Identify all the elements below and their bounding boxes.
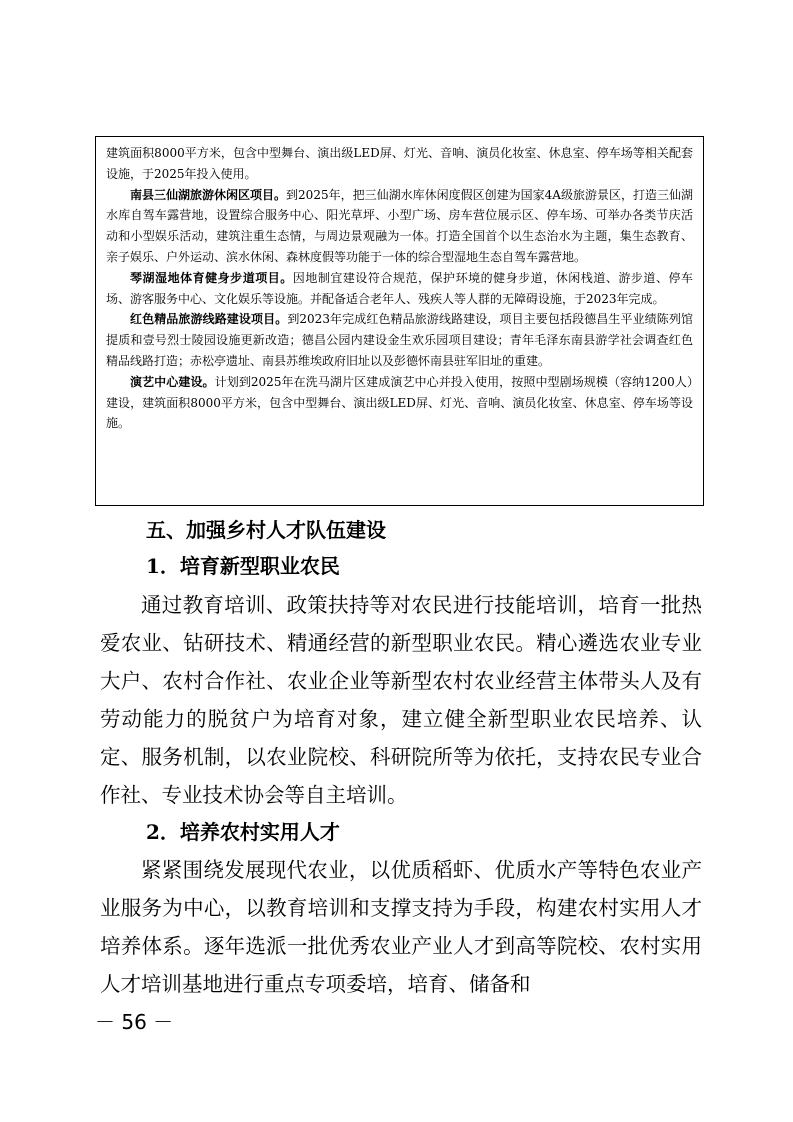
subsection-1-body (0, 586, 793, 814)
box-paragraph-qinhu (106, 268, 693, 310)
project-text-box (95, 136, 704, 506)
project-text: 到2023年完成红色精品旅游线路建设，项目主要包括段德昌生平业绩陈列馆提质和壹号烈士陵园设施更新改造；德昌公园内建设金生欢乐园项目建设；青年毛泽东南县游学社会调查红色精品线路打造；赤松亭遗址、南县苏维埃政府旧址以及彭德怀南县驻军旧址的重建。 (106, 312, 693, 368)
body-paragraph: 紧紧围绕发展现代农业，以优质稻虾、优质水产等特色农业产业服务为中心，以教育培训和支撑支持为手段，构建农村实用人才培养体系。逐年选派一批优秀农业产业人才到高等院校、农村实用人才培训基地进行重点专项委培，培育、储备和 (100, 858, 702, 996)
box-paragraph-performance-center (106, 372, 693, 434)
project-title: 红色精品旅游线路建设项目。 (130, 312, 288, 327)
project-title: 南县三仙湖旅游休闲区项目。 (130, 187, 287, 202)
project-title: 琴湖湿地体育健身步道项目。 (130, 270, 293, 285)
box-paragraph-sanxianhu (106, 185, 693, 268)
box-paragraph-red-tourism (106, 309, 693, 371)
body-paragraph: 通过教育培训、政策扶持等对农民进行技能培训，培育一批热爱农业、钻研技术、精通经营的新型职业农民。精心遴选农业专业大户、农村合作社、农业企业等新型农村农业经营主体带头人及有劳动能力的脱贫户为培育对象，建立健全新型职业农民培养、认定、服务机制，以农业院校、科研院所等为依托，支持农民专业合作社、专业技术协会等自主培训。 (100, 593, 702, 807)
project-text: 计划到2025年在洗马湖片区建成演艺中心并投入使用，按照中型剧场规模（容纳1200人）建设，建筑面积8000平方米，包含中型舞台、演出级LED屏、灯光、音响、演员化妆室、休息室、停车场等设施。 (106, 374, 693, 431)
project-text: 因地制宜建设符合规范，保护环境的健身步道，休闲栈道、游步道、停车场、游客服务中心、文化娱乐等设施。并配备适合老年人、残疾人等人群的无障碍设施，于2023年完成。 (106, 270, 693, 306)
section-heading: 五、加强乡村人才队伍建设 (146, 518, 386, 542)
subsection-heading-1: 1．培育新型职业农民 (146, 554, 340, 578)
subsection-2-body (0, 851, 793, 1003)
subsection-heading-2: 2．培养农村实用人才 (146, 820, 340, 844)
page-number: － 56 － (95, 1010, 174, 1034)
project-title: 演艺中心建设。 (130, 374, 215, 389)
box-paragraph-continued: 建筑面积8000平方米，包含中型舞台、演出级LED屏、灯光、音响、演员化妆室、休息室、停车场等相关配套设施，于2025年投入使用。 (106, 146, 693, 181)
project-text: 到2025年，把三仙湖水库休闲度假区创建为国家4A级旅游景区，打造三仙湖水库自驾车露营地，设置综合服务中心、阳光草坪、小型广场、房车营位展示区、停车场、可举办各类节庆活动和小型娱乐活动，建筑注重生态情，与周边景观融为一体。打造全国首个以生态治水为主题，集生态教育、亲子娱乐、户外运动、滨水休闲、森林度假等功能于一体的综合型湿地生态自驾车露营地。 (106, 187, 693, 264)
